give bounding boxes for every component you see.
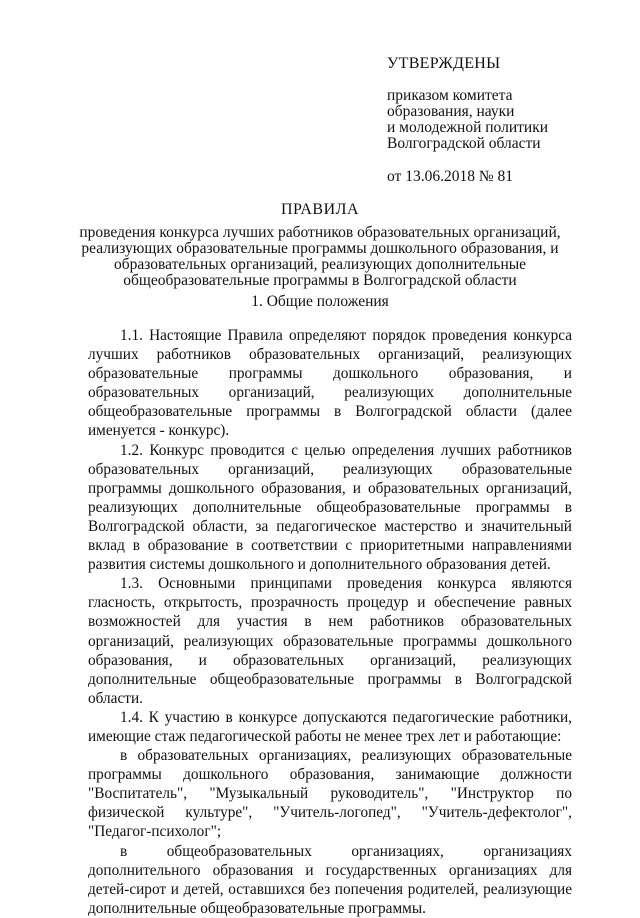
paragraph: 1.4. К участию в конкурсе допускаются педагогические работники, имеющие стаж педагогической работы не менее трех лет и работающие: [88, 708, 572, 745]
section-title: 1. Общие положения [251, 293, 389, 310]
approval-order-line: образования, науки [387, 103, 515, 120]
approval-heading: УТВЕРЖДЕНЫ [387, 55, 501, 72]
approval-order-line: Волгоградской области [387, 135, 541, 152]
document-body [88, 326, 572, 918]
paragraph: 1.2. Конкурс проводится с целью определения лучших работников образовательных организаций, реализующих образовательные программы дошкольного образования, и образовательных организаций, реализующих дополнительные общеобразовательные программы в Волгоградской области, за педагогическое мастерство и значительный вклад в образование в соответствии с приоритетными направлениями развития системы дошкольного и дополнительного образования детей. [88, 441, 572, 574]
approval-order [387, 88, 607, 152]
document-subtitle [60, 225, 580, 289]
approval-order-line: и молодежной политики [387, 119, 549, 136]
subtitle-line: образовательных организаций, реализующих дополнительные [113, 256, 527, 273]
paragraph: 1.3. Основными принципами проведения конкурса являются гласность, открытость, прозрачность процедур и обеспечение равных возможностей для участия в нем работников образовательных организаций, реализующих образовательные программы дошкольного образования, и образовательных организаций, реализующих дополнительные общеобразовательные программы в Волгоградской области. [88, 575, 572, 707]
paragraph: в общеобразовательных организациях, организациях дополнительного образования и государственных организациях для детей-сирот и детей, оставшихся без попечения родителей, реализующие дополнительные общеобразовательные программы. [88, 842, 572, 917]
approval-block [387, 56, 607, 185]
subtitle-line: проведения конкурса лучших работников образовательных организаций, [79, 224, 561, 241]
subtitle-line: реализующих образовательные программы дошкольного образования, и [81, 240, 559, 257]
document-title: ПРАВИЛА [280, 201, 360, 218]
approval-date: от 13.06.2018 № 81 [387, 168, 513, 185]
subtitle-line: общеобразовательные программы в Волгоградской области [123, 272, 517, 289]
paragraph: в образовательных организациях, реализующих образовательные программы дошкольного образования, занимающие должности "Воспитатель", "Музыкальный руководитель", "Инструктор по физической культуре", "Учитель-логопед", "Учитель-дефектолог", "Педагог-психолог"; [88, 747, 572, 841]
approval-order-line: приказом комитета [387, 87, 513, 104]
paragraph: 1.1. Настоящие Правила определяют порядок проведения конкурса лучших работников образовательных организаций, реализующих образовательные программы дошкольного образования, и образовательных организаций, реализующих дополнительные общеобразовательные программы в Волгоградской области (далее именуется - конкурс). [88, 327, 572, 440]
